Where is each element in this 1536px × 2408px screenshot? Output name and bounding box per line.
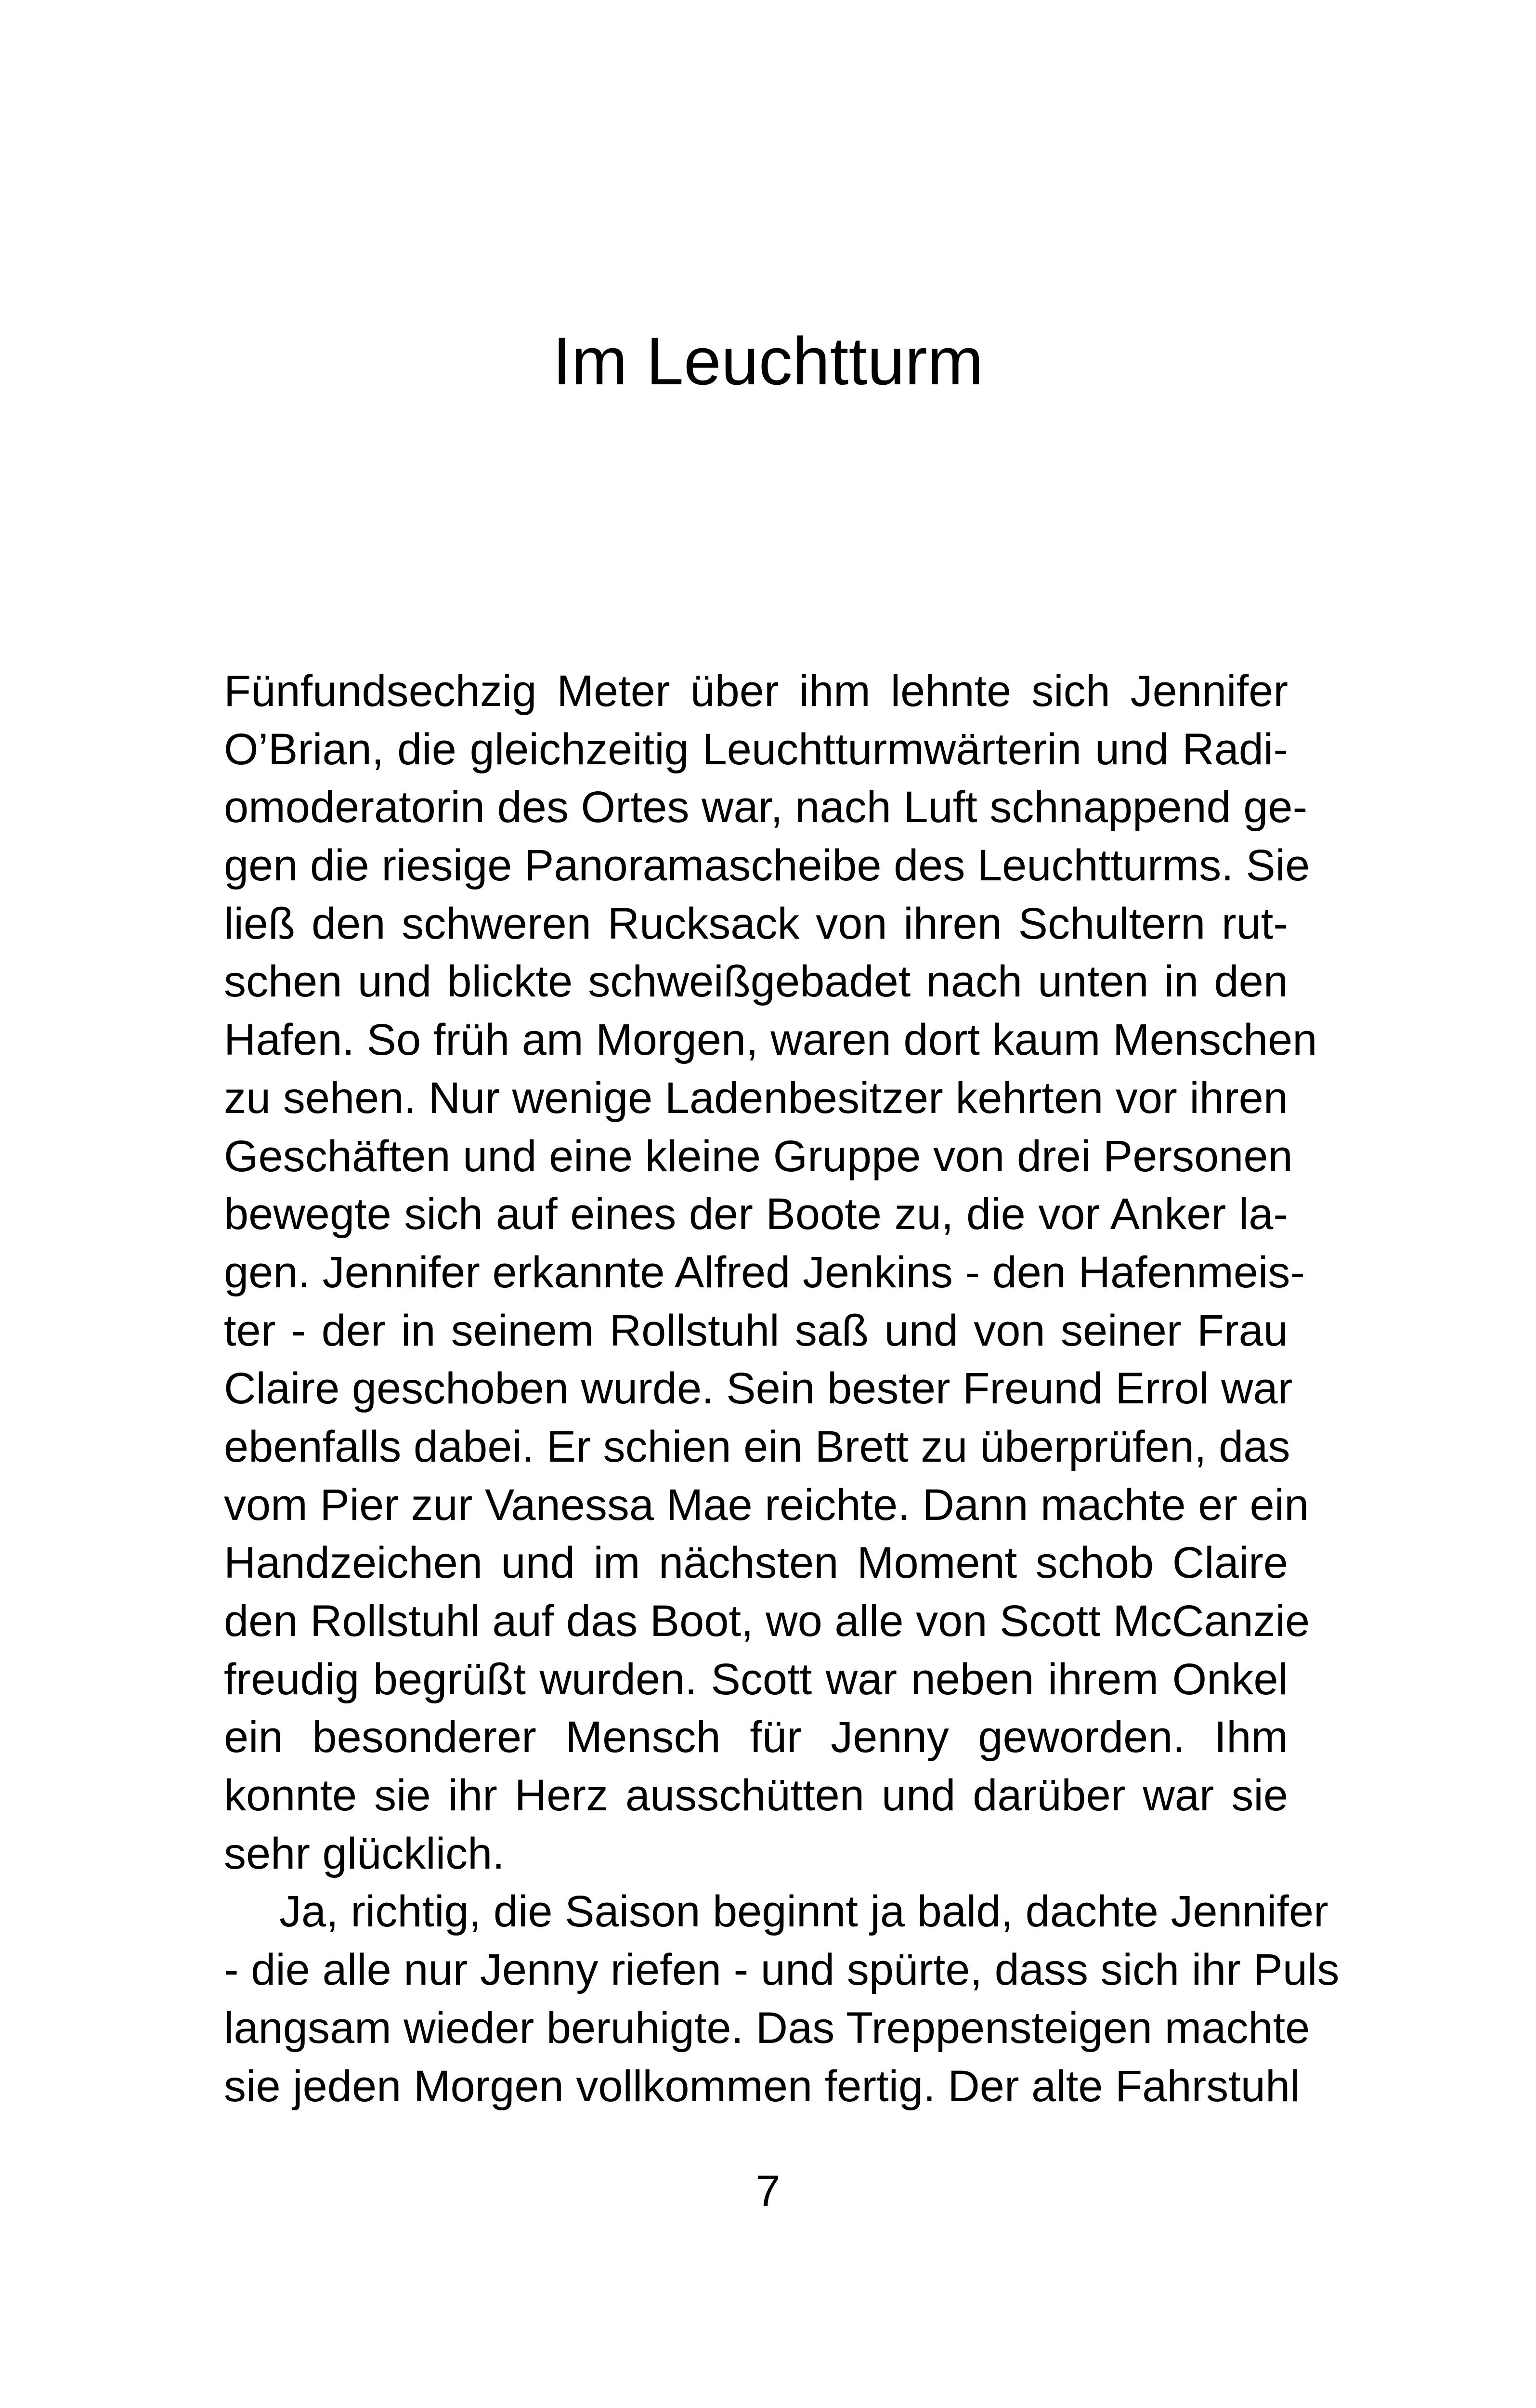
text-line: - die alle nur Jenny riefen - und spürte, dass sich ihr Puls	[224, 1945, 1340, 1995]
text-line: gen. Jennifer erkannte Alfred Jenkins - den Hafenmeis-	[224, 1247, 1305, 1297]
body-text	[224, 662, 1340, 2115]
text-line: omoderatorin des Ortes war, nach Luft schnappend ge-	[224, 783, 1308, 832]
text-line: sehr glücklich.	[224, 1829, 505, 1878]
text-line: langsam wieder beruhigte. Das Treppensteigen machte	[224, 2003, 1310, 2053]
text-line: vom Pier zur Vanessa Mae reichte. Dann machte er ein	[224, 1480, 1309, 1530]
text-line: Ja, richtig, die Saison beginnt ja bald, dachte Jennifer	[279, 1887, 1328, 1937]
text-line: sie jeden Morgen vollkommen fertig. Der alte Fahrstuhl	[224, 2061, 1300, 2111]
text-line: ebenfalls dabei. Er schien ein Brett zu überprüfen, das	[224, 1422, 1290, 1471]
text-line: Claire geschoben wurde. Sein bester Freund Errol war	[224, 1364, 1293, 1413]
text-line: ter - der in seinem Rollstuhl saß und von seiner Frau	[224, 1306, 1288, 1355]
chapter-title: Im Leuchtturm	[552, 323, 984, 399]
text-line: ließ den schweren Rucksack von ihren Schultern rut-	[224, 899, 1288, 948]
page-number: 7	[755, 2167, 781, 2216]
text-line: bewegte sich auf eines der Boote zu, die vor Anker la-	[224, 1190, 1288, 1239]
text-line: schen und blickte schweißgebadet nach unten in den	[224, 957, 1288, 1007]
text-line: Geschäften und eine kleine Gruppe von drei Personen	[224, 1131, 1293, 1181]
text-line: freudig begrüßt wurden. Scott war neben ihrem Onkel	[224, 1654, 1288, 1704]
text-line: Fünfundsechzig Meter über ihm lehnte sich Jennifer	[224, 667, 1288, 716]
text-line: Handzeichen und im nächsten Moment schob Claire	[224, 1538, 1288, 1588]
text-line: gen die riesige Panoramascheibe des Leuchtturms. Sie	[224, 841, 1310, 890]
text-line: ein besonderer Mensch für Jenny geworden. Ihm	[224, 1713, 1288, 1762]
text-line: konnte sie ihr Herz ausschütten und darüber war sie	[224, 1771, 1288, 1820]
text-line: Hafen. So früh am Morgen, waren dort kaum Menschen	[224, 1015, 1317, 1065]
text-line: O’Brian, die gleichzeitig Leuchtturmwärterin und Radi-	[224, 724, 1288, 774]
text-line: den Rollstuhl auf das Boot, wo alle von Scott McCanzie	[224, 1597, 1310, 1646]
text-line: zu sehen. Nur wenige Ladenbesitzer kehrten vor ihren	[224, 1073, 1288, 1123]
